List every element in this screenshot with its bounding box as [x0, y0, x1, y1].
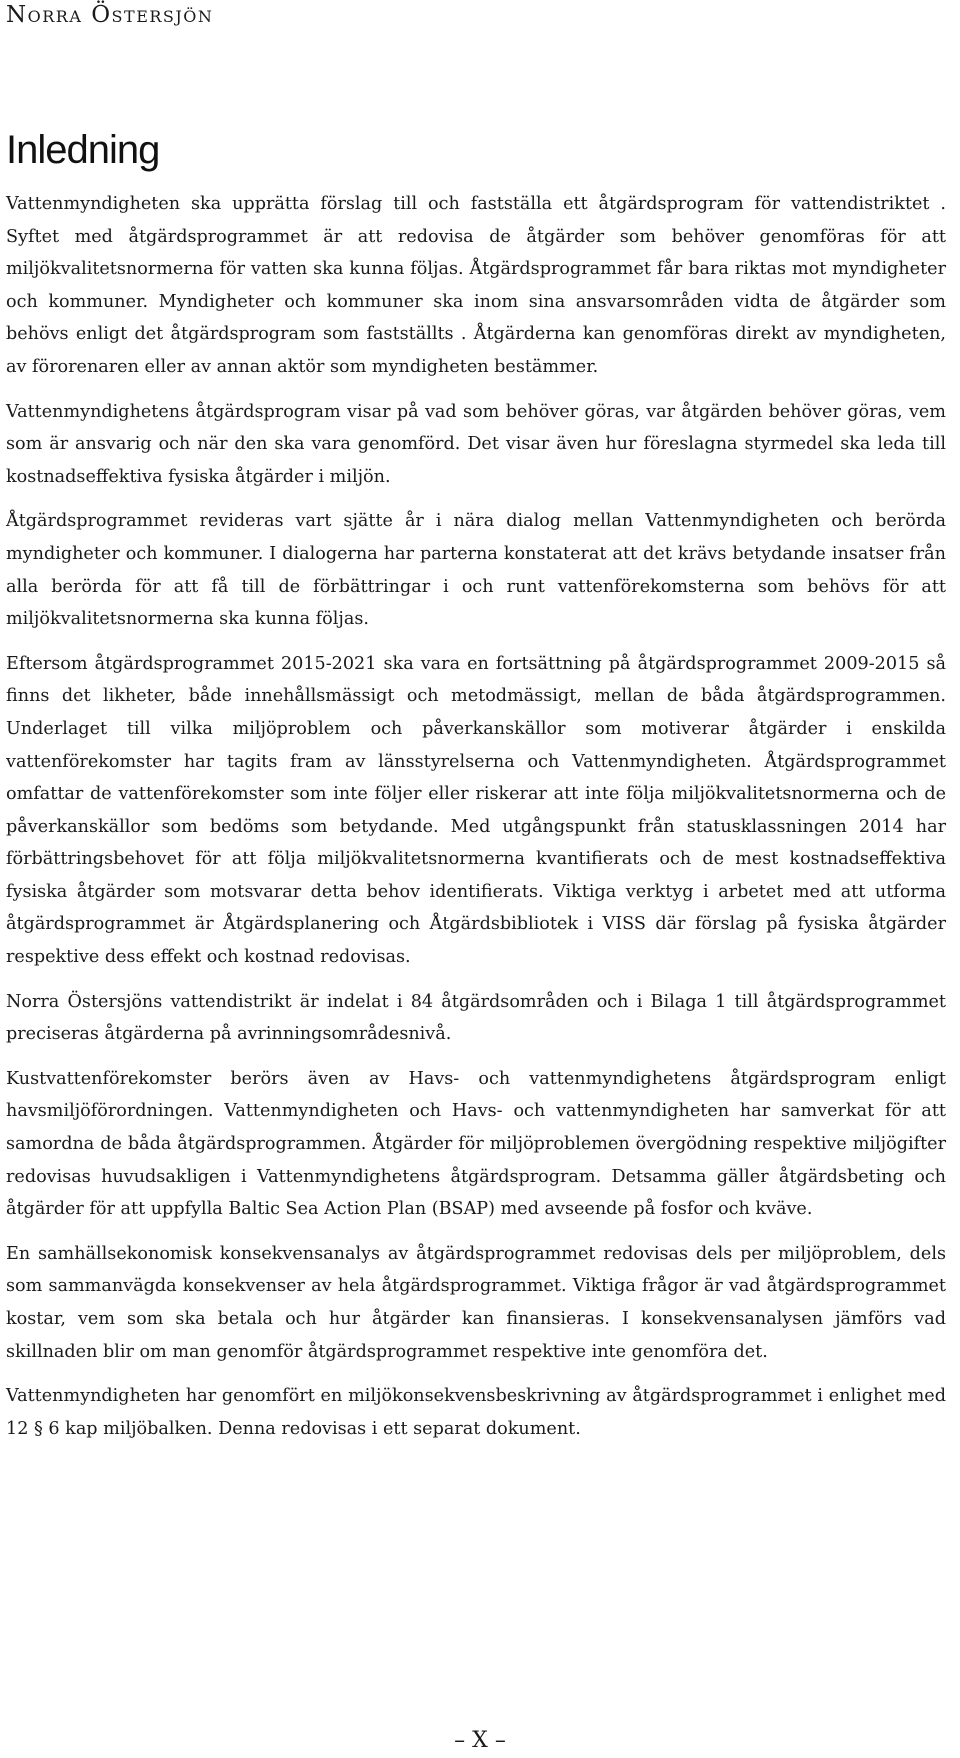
- paragraph: Eftersom åtgärdsprogrammet 2015-2021 ska vara en fortsättning på åtgärdsprogrammet 2009-2015 så finns det likheter, både innehållsmässigt och metodmässigt, mellan de båda åtgärdsprogrammen. Underlaget till vilka miljöproblem och påverkanskällor som motiverar åtgärder i enskilda vattenförekomster har tagits fram av länsstyrelserna och Vattenmyndigheten. Åtgärdsprogrammet omfattar de vattenförekomster som inte följer eller riskerar att inte följa miljökvalitetsnormerna och de påverkanskällor som bedöms som betydande. Med utgångspunkt från statusklassningen 2014 har förbättringsbehovet för att följa miljökvalitetsnormerna kvantifierats och de mest kostnadseffektiva fysiska åtgärder som motsvarar detta behov identifierats. Viktiga verktyg i arbetet med att utforma åtgärdsprogrammet är Åtgärdsplanering och Åtgärdsbibliotek i VISS där förslag på fysiska åtgärder respektive dess effekt och kostnad redovisas.: [6, 653, 946, 968]
- section-heading: Inledning: [6, 128, 160, 172]
- paragraph: Norra Östersjöns vattendistrikt är indelat i 84 åtgärdsområden och i Bilaga 1 till åtgärdsprogrammet preciseras åtgärderna på avrinningsområdesnivå.: [6, 991, 946, 1045]
- body-text: [6, 188, 946, 1457]
- paragraph: En samhällsekonomisk konsekvensanalys av åtgärdsprogrammet redovisas dels per miljöproblem, dels som sammanvägda konsekvenser av hela åtgärdsprogrammet. Viktiga frågor är vad åtgärdsprogrammet kostar, vem som ska betala och hur åtgärder kan finansieras. I konsekvensanalysen jämförs vad skillnaden blir om man genomför åtgärdsprogrammet respektive inte genomföra det.: [6, 1243, 946, 1362]
- paragraph: Vattenmyndigheten har genomfört en miljökonsekvensbeskrivning av åtgärdsprogrammet i enlighet med 12 § 6 kap miljöbalken. Denna redovisas i ett separat dokument.: [6, 1386, 946, 1439]
- running-header: Norra Östersjön: [6, 2, 214, 28]
- paragraph: Kustvattenförekomster berörs även av Havs- och vattenmyndighetens åtgärdsprogram enligt havsmiljöförordningen. Vattenmyndigheten och Havs- och vattenmyndigheten har samverkat för att samordna de båda åtgärdsprogrammen. Åtgärder för miljöproblemen övergödning respektive miljögifter redovisas huvudsakligen i Vattenmyndighetens åtgärdsprogram. Detsamma gäller åtgärdsbeting och åtgärder för att uppfylla Baltic Sea Action Plan (BSAP) med avseende på fosfor och kväve.: [6, 1068, 946, 1220]
- paragraph: Vattenmyndighetens åtgärdsprogram visar på vad som behöver göras, var åtgärden behöver göras, vem som är ansvarig och när den ska vara genomförd. Det visar även hur föreslagna styrmedel ska leda till kostnadseffektiva fysiska åtgärder i miljön.: [6, 401, 946, 487]
- page-number: – X –: [454, 1728, 506, 1753]
- paragraph: Åtgärdsprogrammet revideras vart sjätte år i nära dialog mellan Vattenmyndigheten och berörda myndigheter och kommuner. I dialogerna har parterna konstaterat att det krävs betydande insatser från alla berörda för att få till de förbättringar i och runt vattenförekomsterna som behövs för att miljökvalitetsnormerna ska kunna följas.: [6, 511, 946, 630]
- paragraph: Vattenmyndigheten ska upprätta förslag till och fastställa ett åtgärdsprogram för vattendistriktet . Syftet med åtgärdsprogrammet är att redovisa de åtgärder som behöver genomföras för att miljökvalitetsnormerna för vatten ska kunna följas. Åtgärdsprogrammet får bara riktas mot myndigheter och kommuner. Myndigheter och kommuner ska inom sina ansvarsområden vidta de åtgärder som behövs enligt det åtgärdsprogram som fastställts . Åtgärderna kan genomföras direkt av myndigheten, av förorenaren eller av annan aktör som myndigheten bestämmer.: [6, 194, 946, 377]
